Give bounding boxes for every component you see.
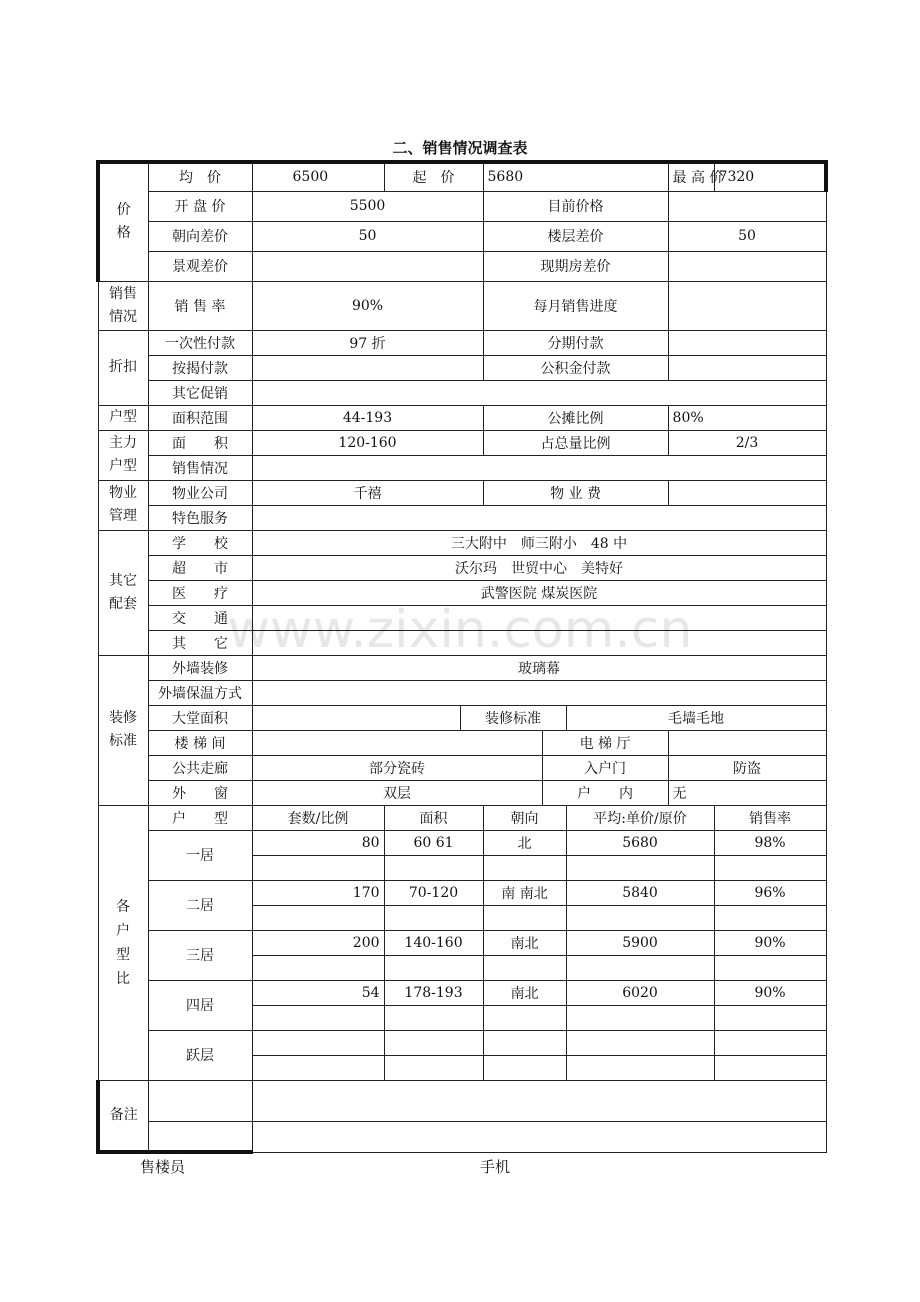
label-lobby-area: 大堂面积: [148, 705, 252, 730]
value-orient-diff[interactable]: 50: [252, 221, 483, 251]
value-total-ratio[interactable]: 2/3: [668, 430, 826, 455]
value-exterior[interactable]: 玻璃幕: [252, 655, 826, 680]
value-window[interactable]: 双层: [252, 780, 542, 805]
unit-orient[interactable]: [483, 1030, 566, 1055]
value-view-diff[interactable]: [252, 251, 483, 281]
unit-cell-blank[interactable]: [252, 1055, 384, 1080]
unit-type: 二居: [148, 880, 252, 930]
value-stairwell[interactable]: [252, 730, 542, 755]
label-open-price: 开 盘 价: [148, 191, 252, 221]
category-property: 物业管理: [98, 480, 148, 530]
label-spot-diff: 现期房差价: [483, 251, 668, 281]
unit-cell-blank[interactable]: [252, 855, 384, 880]
table-row: [98, 930, 826, 955]
unit-count[interactable]: 80: [252, 830, 384, 855]
unit-price[interactable]: 5900: [566, 930, 714, 955]
label-sales-rate: 销 售 率: [148, 281, 252, 330]
value-elevator-hall[interactable]: [668, 730, 826, 755]
remarks-label-blank: [148, 1121, 252, 1152]
value-market[interactable]: 沃尔玛 世贸中心 美特好: [252, 555, 826, 580]
unit-orient[interactable]: 南 南北: [483, 880, 566, 905]
table-row: [98, 980, 826, 1005]
value-other-promo[interactable]: [252, 380, 826, 405]
label-main-area: 面 积: [148, 430, 252, 455]
unit-type: 一居: [148, 830, 252, 880]
category-remarks: 备注: [98, 1080, 148, 1152]
value-fund[interactable]: [668, 355, 826, 380]
label-installment: 分期付款: [483, 330, 668, 355]
value-open-price[interactable]: 5500: [252, 191, 483, 221]
unit-area[interactable]: 178-193: [384, 980, 483, 1005]
unit-cell-blank[interactable]: [384, 1005, 483, 1030]
value-traffic[interactable]: [252, 605, 826, 630]
unit-cell-blank[interactable]: [384, 855, 483, 880]
label-stairwell: 楼 梯 间: [148, 730, 252, 755]
sales-survey-table: [96, 160, 828, 1154]
value-main-area[interactable]: 120-160: [252, 430, 483, 455]
label-exterior: 外墙装修: [148, 655, 252, 680]
unit-orient[interactable]: 南北: [483, 930, 566, 955]
value-share-ratio[interactable]: 80%: [668, 405, 826, 430]
watermark: www.zixin.com.cn: [227, 600, 693, 660]
value-decoration-standard[interactable]: 毛墙毛地: [566, 705, 826, 730]
unit-price[interactable]: 6020: [566, 980, 714, 1005]
category-price: 价格: [98, 162, 148, 281]
value-start-price[interactable]: 5680: [483, 162, 668, 191]
label-indoor: 户 内: [542, 780, 668, 805]
units-header-area: 面积: [384, 805, 483, 830]
label-lump-sum: 一次性付款: [148, 330, 252, 355]
label-corridor: 公共走廊: [148, 755, 252, 780]
unit-cell-blank[interactable]: [566, 855, 714, 880]
value-installment[interactable]: [668, 330, 826, 355]
table-row: [98, 830, 826, 855]
value-indoor[interactable]: 无: [668, 780, 826, 805]
category-unit: 户型: [98, 405, 148, 430]
label-medical: 医 疗: [148, 580, 252, 605]
unit-cell-blank[interactable]: [566, 1005, 714, 1030]
footer-phone: 手机: [480, 1158, 511, 1176]
unit-area[interactable]: 70-120: [384, 880, 483, 905]
unit-count[interactable]: 200: [252, 930, 384, 955]
value-medical[interactable]: 武警医院 煤炭医院: [252, 580, 826, 605]
label-amenity-other: 其 它: [148, 630, 252, 655]
value-sales-rate[interactable]: 90%: [252, 281, 483, 330]
unit-type: 跃层: [148, 1030, 252, 1080]
value-amenity-other[interactable]: [252, 630, 826, 655]
label-feature-service: 特色服务: [148, 505, 252, 530]
unit-area[interactable]: 60 61: [384, 830, 483, 855]
unit-cell-blank[interactable]: [566, 1055, 714, 1080]
unit-cell-blank[interactable]: [384, 1055, 483, 1080]
unit-cell-blank[interactable]: [714, 1055, 826, 1080]
value-floor-diff[interactable]: 50: [668, 221, 826, 251]
value-lump-sum[interactable]: 97 折: [252, 330, 483, 355]
unit-cell-blank[interactable]: [714, 905, 826, 930]
unit-count[interactable]: [252, 1030, 384, 1055]
label-view-diff: 景观差价: [148, 251, 252, 281]
unit-cell-blank[interactable]: [483, 905, 566, 930]
label-elevator-hall: 电 梯 厅: [542, 730, 668, 755]
label-orient-diff: 朝向差价: [148, 221, 252, 251]
unit-price[interactable]: 5840: [566, 880, 714, 905]
table-row: [98, 1030, 826, 1055]
label-total-ratio: 占总量比例: [483, 430, 668, 455]
footer-salesperson: 售楼员: [140, 1158, 186, 1176]
label-mortgage: 按揭付款: [148, 355, 252, 380]
page-title: 二、销售情况调查表: [392, 139, 528, 157]
label-property-fee: 物 业 费: [483, 480, 668, 505]
unit-rate[interactable]: 98%: [714, 830, 826, 855]
value-current-price[interactable]: [668, 191, 826, 221]
value-mortgage[interactable]: [252, 355, 483, 380]
unit-cell-blank[interactable]: [384, 955, 483, 980]
label-traffic: 交 通: [148, 605, 252, 630]
unit-cell-blank[interactable]: [252, 1005, 384, 1030]
units-header-type: 户 型: [148, 805, 252, 830]
value-area-range[interactable]: 44-193: [252, 405, 483, 430]
value-insulation[interactable]: [252, 680, 826, 705]
label-start-price: 起 价: [384, 162, 483, 191]
table-row: [98, 880, 826, 905]
value-entry-door[interactable]: 防盗: [668, 755, 826, 780]
unit-price[interactable]: [566, 1030, 714, 1055]
label-current-price: 目前价格: [483, 191, 668, 221]
units-header-rate: 销售率: [714, 805, 826, 830]
unit-orient[interactable]: 南北: [483, 980, 566, 1005]
value-avg-price[interactable]: 6500: [252, 162, 384, 191]
unit-orient[interactable]: 北: [483, 830, 566, 855]
category-decoration: 装修标准: [98, 655, 148, 805]
value-spot-diff[interactable]: [668, 251, 826, 281]
unit-rate[interactable]: [714, 1030, 826, 1055]
units-header-price: 平均:单价/原价: [566, 805, 714, 830]
unit-cell-blank[interactable]: [384, 905, 483, 930]
unit-cell-blank[interactable]: [483, 1055, 566, 1080]
unit-count[interactable]: 54: [252, 980, 384, 1005]
value-property-company[interactable]: 千禧: [252, 480, 483, 505]
label-avg-price: 均 价: [148, 162, 252, 191]
label-school: 学 校: [148, 530, 252, 555]
unit-cell-blank[interactable]: [483, 1005, 566, 1030]
category-amenities: 其它配套: [98, 530, 148, 655]
units-header-count: 套数/比例: [252, 805, 384, 830]
unit-type: 四居: [148, 980, 252, 1030]
unit-cell-blank[interactable]: [714, 1005, 826, 1030]
unit-count[interactable]: 170: [252, 880, 384, 905]
label-window: 外 窗: [148, 780, 252, 805]
category-main-unit: 主力户型: [98, 430, 148, 480]
label-monthly-progress: 每月销售进度: [483, 281, 668, 330]
unit-cell-blank[interactable]: [252, 955, 384, 980]
label-floor-diff: 楼层差价: [483, 221, 668, 251]
unit-cell-blank[interactable]: [252, 905, 384, 930]
label-max-price: 最 高 价: [668, 162, 714, 191]
label-entry-door: 入户门: [542, 755, 668, 780]
value-monthly-progress[interactable]: [668, 281, 826, 330]
unit-cell-blank[interactable]: [566, 905, 714, 930]
label-fund: 公积金付款: [483, 355, 668, 380]
value-max-price[interactable]: 7320: [714, 162, 826, 191]
unit-area[interactable]: 140-160: [384, 930, 483, 955]
unit-rate[interactable]: 90%: [714, 980, 826, 1005]
label-share-ratio: 公摊比例: [483, 405, 668, 430]
value-school[interactable]: 三大附中 师三附小 48 中: [252, 530, 826, 555]
label-property-company: 物业公司: [148, 480, 252, 505]
category-sales: 销售情况: [98, 281, 148, 330]
label-market: 超 市: [148, 555, 252, 580]
remarks-label-blank: [148, 1080, 252, 1121]
value-corridor[interactable]: 部分瓷砖: [252, 755, 542, 780]
value-feature-service[interactable]: [252, 505, 826, 530]
remarks-value[interactable]: [252, 1080, 826, 1121]
label-decoration-standard: 装修标准: [460, 705, 566, 730]
label-main-sales: 销售情况: [148, 455, 252, 480]
value-lobby-area[interactable]: [252, 705, 460, 730]
unit-rate[interactable]: 96%: [714, 880, 826, 905]
value-main-sales[interactable]: [252, 455, 826, 480]
unit-cell-blank[interactable]: [714, 955, 826, 980]
unit-cell-blank[interactable]: [714, 855, 826, 880]
remarks-value[interactable]: [252, 1121, 826, 1152]
unit-cell-blank[interactable]: [566, 955, 714, 980]
unit-price[interactable]: 5680: [566, 830, 714, 855]
category-discount: 折扣: [98, 330, 148, 405]
label-other-promo: 其它促销: [148, 380, 252, 405]
unit-cell-blank[interactable]: [483, 855, 566, 880]
label-insulation: 外墙保温方式: [148, 680, 252, 705]
unit-cell-blank[interactable]: [483, 955, 566, 980]
category-unit-ratio: 各户型比: [98, 805, 148, 1080]
units-header-orient: 朝向: [483, 805, 566, 830]
unit-area[interactable]: [384, 1030, 483, 1055]
value-property-fee[interactable]: [668, 480, 826, 505]
label-area-range: 面积范围: [148, 405, 252, 430]
unit-rate[interactable]: 90%: [714, 930, 826, 955]
unit-type: 三居: [148, 930, 252, 980]
